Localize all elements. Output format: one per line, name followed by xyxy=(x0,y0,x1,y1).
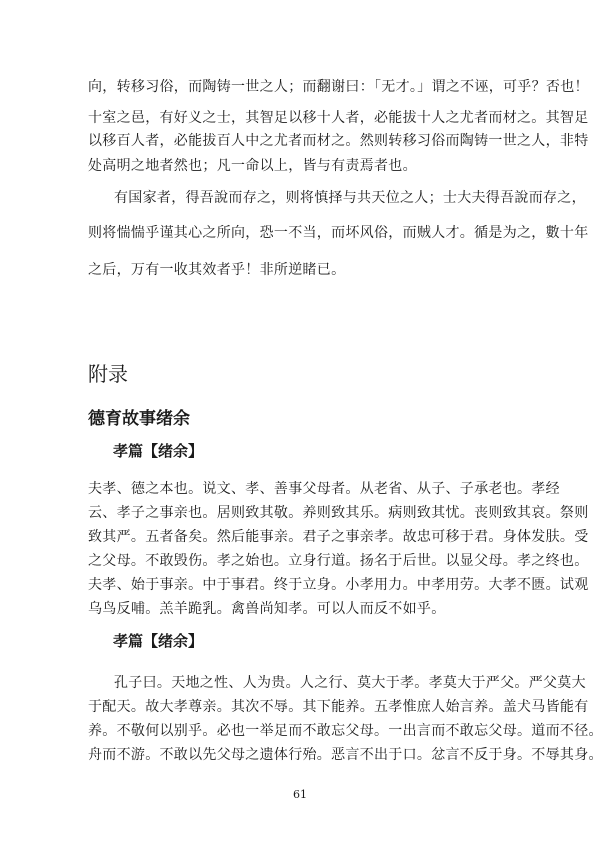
paragraph-line: 养。不敬何以别乎。必也一举足而不敢忘父母。一出言而不敢忘父母。道而不径。 xyxy=(88,723,603,739)
subsection-heading: 孝篇【绪余】 xyxy=(113,442,204,460)
paragraph-line: 之父母。不敢毁伤。孝之始也。立身行道。扬名于后世。以显父母。孝之终也。 xyxy=(88,553,589,569)
section-heading: 德育故事绪余 xyxy=(88,409,190,429)
paragraph-line: 向，转移习俗，而陶铸一世之人；而翻谢曰：「无才。」谓之不诬，可乎？否也！ xyxy=(88,79,589,95)
paragraph-line: 孔子曰。天地之性、人为贵。人之行、莫大于孝。孝莫大于严父。严父莫大 xyxy=(114,675,586,691)
paragraph-line: 夫孝、始于事亲。中于事君。终于立身。小孝用力。中孝用劳。大孝不匮。试观 xyxy=(88,577,589,593)
paragraph-line: 十室之邑，有好义之士，其智足以移十人者，必能拔十人之尤者而材之。其智足 xyxy=(88,110,589,126)
appendix-heading: 附录 xyxy=(88,362,128,386)
paragraph-line: 致其严。五者备矣。然后能事亲。君子之事亲孝。故忠可移于君。身体发肤。受 xyxy=(88,529,589,545)
paragraph-line: 夫孝、德之本也。说文、孝、善事父母者。从老省、从子、子承老也。孝经 xyxy=(88,481,560,497)
paragraph-line: 处高明之地者然也；凡一命以上，皆与有责焉者也。 xyxy=(88,158,417,174)
paragraph-line: 之后，万有一收其效者乎！非所逆睹已。 xyxy=(88,262,346,278)
paragraph-line: 乌鸟反哺。羔羊跪乳。禽兽尚知孝。可以人而反不如乎。 xyxy=(88,601,446,617)
paragraph-line: 以移百人者，必能拔百人中之尤者而材之。然则转移习俗而陶铸一世之人，非特 xyxy=(88,133,589,149)
paragraph-line: 于配天。故大孝尊亲。其次不辱。其下能养。五孝惟庶人始言养。盖犬马皆能有 xyxy=(88,699,589,715)
paragraph-line: 则将惴惴乎谨其心之所向，恐一不当，而坏风俗，而贼人才。循是为之，數十年 xyxy=(88,225,589,241)
paragraph-line: 舟而不游。不敢以先父母之遗体行殆。恶言不出于口。忿言不反于身。不辱其身。 xyxy=(88,747,603,763)
paragraph-line: 有国家者，得吾說而存之，则将慎择与共天位之人；士大夫得吾說而存之， xyxy=(114,190,586,206)
subsection-heading: 孝篇【绪余】 xyxy=(113,632,204,650)
page-number: 61 xyxy=(293,788,307,801)
paragraph-line: 云、孝子之事亲也。居则致其敬。养则致其乐。病则致其忧。丧则致其哀。祭则 xyxy=(88,505,589,521)
